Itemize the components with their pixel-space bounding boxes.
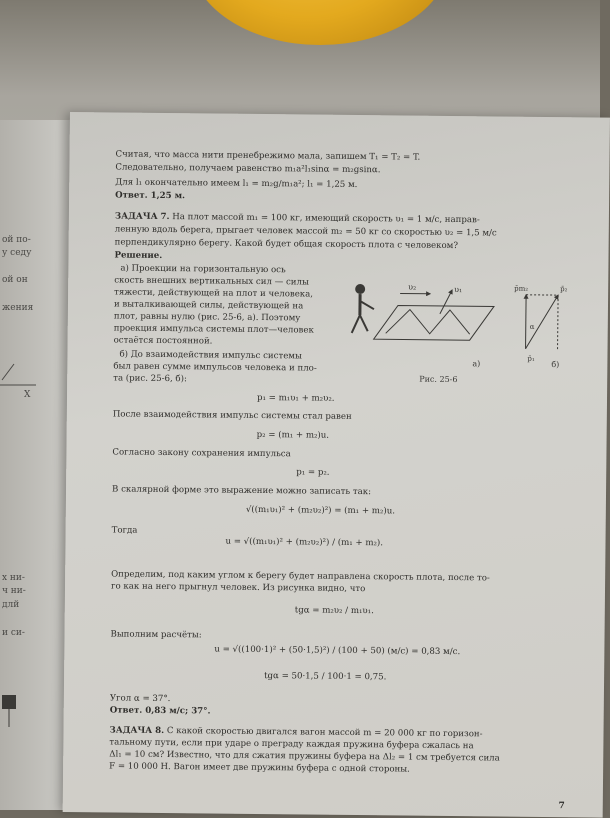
text-line: перпендикулярно берегу. Какой будет общая скорость плота с человеком? <box>115 236 458 252</box>
text-line: ленную вдоль берега, прыгает человек массой m₂ = 50 кг со скоростью υ₂ = 1,5 м/с <box>115 223 497 239</box>
label-b: б) <box>551 360 559 369</box>
formula-1: p₁ = m₁υ₁ + m₂υ₂. <box>257 392 335 405</box>
figure-b <box>513 285 567 370</box>
text-line: Следовательно, получаем равенство m₁a²l₁sinα = m₂gsinα. <box>115 161 380 176</box>
figure-25-6 <box>337 267 578 380</box>
text-line: был равен сумме импульсов человека и пло- <box>113 360 317 375</box>
formula-4: √((m₁υ₁)² + (m₂υ₂)²) = (m₁ + m₂)u. <box>246 504 395 518</box>
text-line: Угол α = 37°. <box>110 692 171 705</box>
task-7-text: На плот массой m₁ = 100 кг, имеющий скорость υ₁ = 1 м/с, направ- <box>172 212 480 225</box>
textbook-page <box>63 112 610 818</box>
solution-heading: Решение. <box>114 249 162 262</box>
label-p1: p̄₁ <box>527 355 535 363</box>
left-fragment: и си- <box>2 628 25 638</box>
text-line: Считая, что масса нити пренебрежимо мала, запишем T₁ = T₂ = T. <box>115 148 420 164</box>
text-line: Для l₁ окончательно имеем l₁ = m₂g/m₁a²; l₁ = 1,25 м. <box>115 176 357 191</box>
left-fragment: х ни- <box>2 573 25 583</box>
text-line: Δl₁ = 10 см? Известно, что для сжатия пружины буфера на Δl₂ = 1 см требуется сила <box>109 748 500 765</box>
left-fragment: жения <box>2 303 33 313</box>
text-line: тяжести, действующей на плот и человека, <box>114 286 313 301</box>
text-line: F = 10 000 Н. Вагон имеет две пружины буфера с одной стороны. <box>109 760 410 776</box>
text-line: и выталкивающей силы, действующей на <box>114 298 303 312</box>
text-line: Выполним расчёты: <box>110 628 201 641</box>
text-line: скость внешних вертикальных сил — силы <box>114 274 309 289</box>
label-a: а) <box>472 359 480 368</box>
task-7-heading: ЗАДАЧА 7. <box>115 211 170 222</box>
task-8-heading: ЗАДАЧА 8. <box>109 725 164 736</box>
formula-6: tgα = m₂υ₂ / m₁υ₁. <box>295 604 374 617</box>
page-number: 7 <box>558 801 564 811</box>
label-alpha: α <box>530 323 535 331</box>
figure-a <box>351 282 494 368</box>
person-icon <box>355 284 365 294</box>
formula-7: u = √((100·1)² + (50·1,5)²) / (100 + 50) (м/с) = 0,83 м/с. <box>214 644 460 659</box>
figure-caption: Рис. 25-6 <box>419 374 457 387</box>
text-line: После взаимодействия импульс системы стал равен <box>113 408 352 423</box>
left-fragment: длй <box>2 600 19 610</box>
text-line: проекция импульса системы плот—человек <box>114 322 314 337</box>
text-line: а) Проекции на горизонтальную ось <box>120 263 285 277</box>
label-pm2: p̄m₂ <box>514 285 528 293</box>
text-line: та (рис. 25-6, б): <box>113 372 187 385</box>
left-block-diagram <box>0 675 40 735</box>
text-line: го как на него прыгнул человек. Из рисунка видно, что <box>111 580 365 595</box>
text-line: остаётся постоянной. <box>114 334 213 348</box>
formula-3: p₁ = p₂. <box>296 466 329 479</box>
text-line: Тогда <box>112 524 138 537</box>
answer-line: Ответ. 0,83 м/с; 37°. <box>110 704 211 718</box>
text-line: б) До взаимодействия импульс системы <box>119 349 301 363</box>
text-line: Определим, под каким углом к берегу будет направлена скорость плота, после то- <box>111 568 490 584</box>
svg-text:X: X <box>24 390 31 400</box>
water-wave <box>386 309 470 334</box>
formula-8: tgα = 50·1,5 / 100·1 = 0,75. <box>264 670 386 684</box>
formula-5: u = √((m₁υ₁)² + (m₂υ₂)²) / (m₁ + m₂). <box>225 536 383 550</box>
left-fragment: у седу <box>2 248 31 258</box>
label-p2: p̄₂ <box>560 285 568 293</box>
left-axis-diagram <box>0 330 40 400</box>
left-fragment: ой по- <box>2 235 31 245</box>
left-fragment: ой он <box>2 275 28 285</box>
label-v2: υ₂ <box>408 283 416 292</box>
yellow-bowl <box>190 0 450 45</box>
left-fragment: ч ни- <box>2 586 26 596</box>
label-v1: υ₁ <box>454 285 462 294</box>
text-line: плот, равны нулю (рис. 25-6, а). Поэтому <box>114 310 301 324</box>
answer-line: Ответ. 1,25 м. <box>115 189 185 202</box>
text-line: тальному пути, если при ударе о преграду каждая пружина буфера сжалась на <box>109 736 473 752</box>
formula-2: p₂ = (m₁ + m₂)u. <box>257 429 330 442</box>
task-8-text: С какой скоростью двигался вагон массой m = 20 000 кг по горизон- <box>167 726 483 739</box>
raft-shape <box>374 305 494 340</box>
text-line: Согласно закону сохранения импульса <box>112 446 290 460</box>
text-line: В скалярной форме это выражение можно записать так: <box>112 483 371 498</box>
